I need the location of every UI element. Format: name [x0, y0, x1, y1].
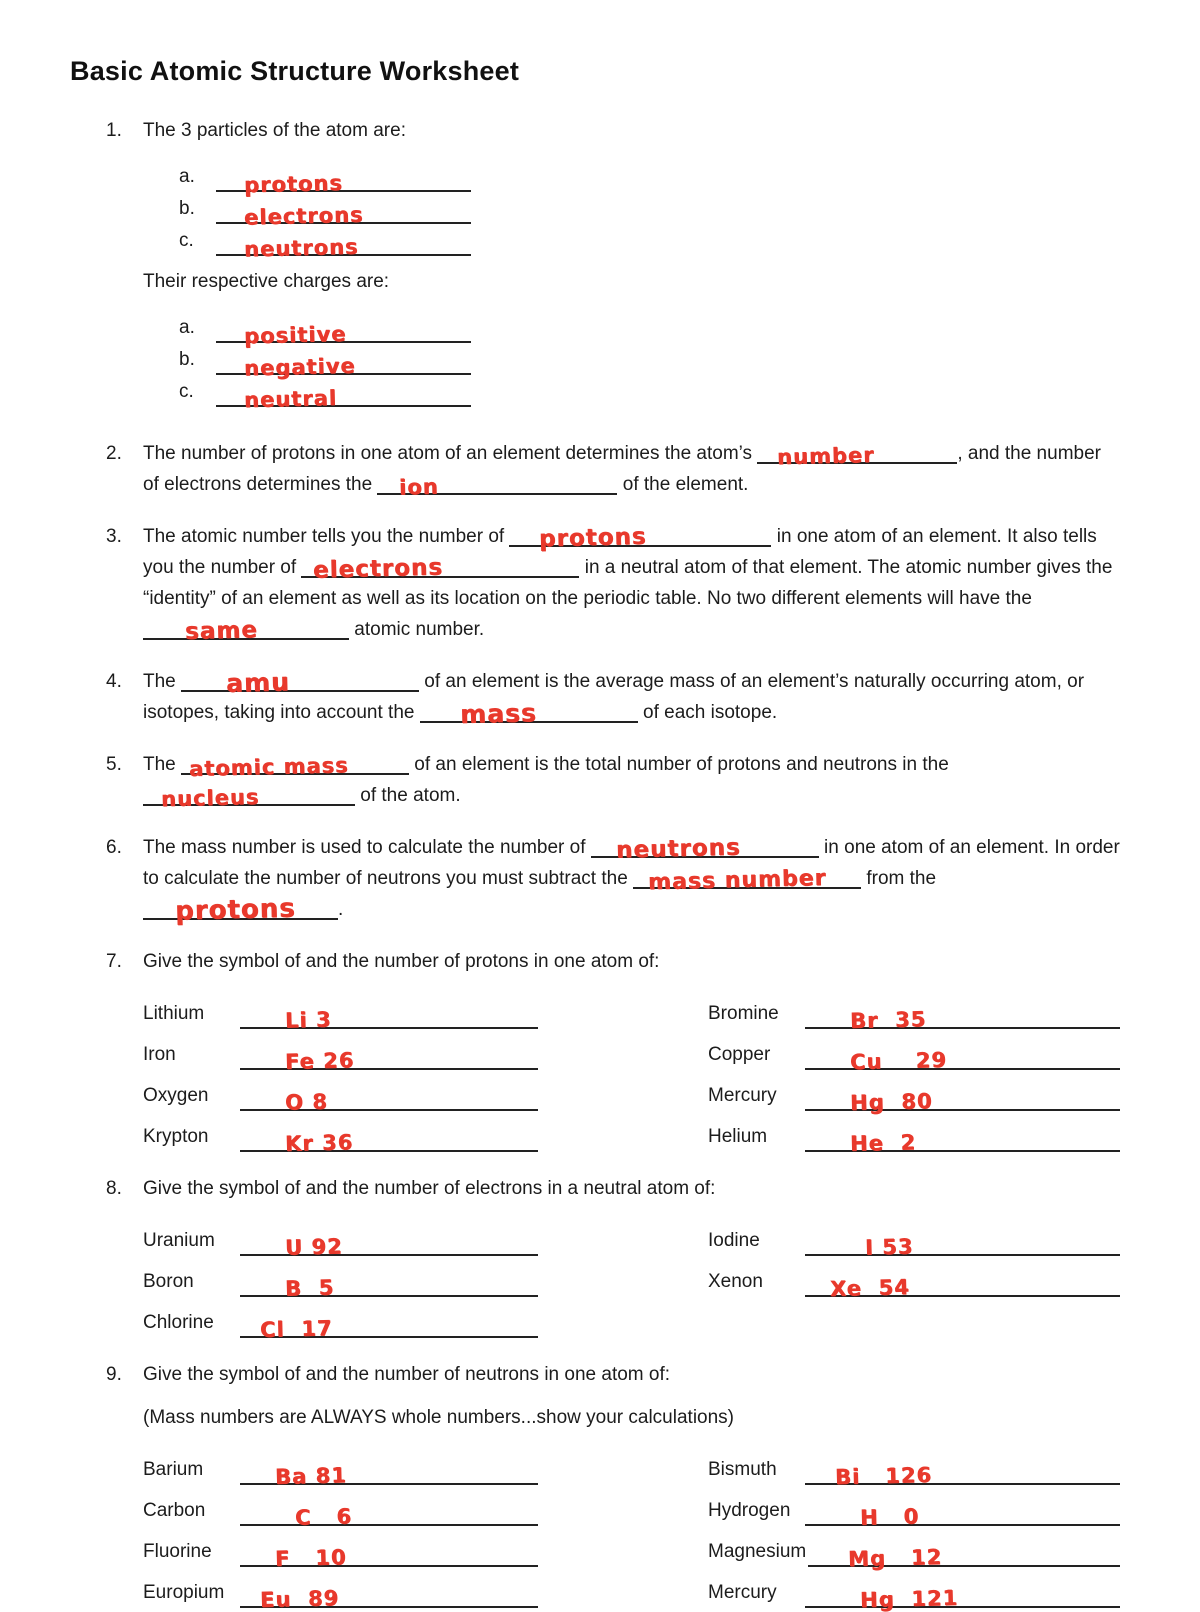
handwritten-answer: atomic mass [188, 753, 349, 781]
element-label: Xenon [708, 1271, 763, 1292]
element-row [143, 1526, 538, 1571]
question-1 [106, 115, 1120, 417]
sentence-fragment: in one atom of an element. In order to calculate the number of neutrons you must subtract the [143, 837, 1120, 889]
element-label: Oxygen [143, 1085, 209, 1106]
particles-answer-list [143, 160, 1120, 262]
sentence-fragment: of the atom. [355, 785, 461, 806]
question-body [143, 1359, 1120, 1612]
handwritten-answer: Kr 36 [284, 1130, 354, 1156]
answer-line [805, 1007, 1120, 1033]
item-label: b. [179, 349, 195, 370]
question-text: Give the symbol of and the number of neutrons in one atom of: [143, 1364, 671, 1385]
answer-row [143, 375, 1120, 413]
sentence-fragment: of each isotope. [637, 702, 778, 723]
element-label: Bismuth [708, 1459, 777, 1480]
element-label: Barium [143, 1459, 204, 1480]
handwritten-answer: electrons [313, 554, 444, 584]
question-body [143, 946, 1120, 1156]
element-label: Carbon [143, 1500, 206, 1521]
element-label: Europium [143, 1582, 225, 1603]
element-row [708, 1444, 1120, 1490]
element-label: Krypton [143, 1126, 209, 1147]
sentence-fragment: from the [861, 868, 937, 889]
answer-line [805, 1088, 1120, 1116]
answer-blank [757, 442, 957, 470]
element-row [708, 1215, 1120, 1260]
question-body [143, 521, 1120, 645]
handwritten-answer: nucleus [160, 784, 260, 812]
handwritten-answer: mass [459, 698, 537, 729]
handwritten-answer: O 8 [284, 1089, 329, 1115]
handwritten-answer: I 53 [864, 1234, 914, 1260]
question-text [143, 832, 1120, 925]
element-column-left [143, 988, 538, 1156]
question-text: Their respective charges are: [143, 271, 390, 292]
handwritten-answer: positive [243, 321, 347, 349]
question-note: (Mass numbers are ALWAYS whole numbers...show your calculations) [143, 1407, 734, 1428]
answer-blank [181, 753, 409, 781]
answer-line [240, 1089, 538, 1115]
answer-line [240, 1504, 538, 1530]
handwritten-answer: amu [225, 667, 291, 698]
sentence-fragment: The number of protons in one atom of an element determines the atom’s [143, 443, 758, 464]
handwritten-answer: Ba 81 [274, 1463, 347, 1489]
element-row [143, 1215, 538, 1260]
element-label: Mercury [708, 1582, 777, 1603]
handwritten-answer: C 6 [294, 1504, 353, 1530]
question-number: 3. [106, 526, 122, 547]
worksheet-title: Basic Atomic Structure Worksheet [70, 56, 520, 86]
question-5 [106, 749, 1120, 811]
sentence-fragment: in a neutral atom of that element. The atomic number gives the “identity” of an element as well as its location on the periodic table. No two different elements will have the [143, 557, 1113, 609]
question-body [143, 438, 1120, 500]
question-number: 1. [106, 120, 122, 141]
question-number: 6. [106, 837, 122, 858]
handwritten-answer: ion [399, 474, 440, 500]
question-body [143, 1173, 1120, 1342]
answer-blank [420, 698, 638, 729]
sentence-fragment: The atomic number tells you the number of [143, 526, 510, 547]
handwritten-answer: Fe 26 [284, 1048, 355, 1074]
handwritten-answer: Hg 121 [859, 1585, 959, 1612]
handwritten-answer: neutrons [243, 234, 359, 262]
element-column-right [708, 988, 1120, 1156]
answer-line [240, 1007, 538, 1033]
handwritten-answer: number [777, 442, 876, 470]
element-grid [143, 1444, 1120, 1612]
question-number: 8. [106, 1178, 122, 1199]
answer-line [805, 1504, 1120, 1530]
element-label: Boron [143, 1271, 194, 1292]
handwritten-answer: B 5 [284, 1275, 335, 1301]
question-8 [106, 1173, 1120, 1342]
handwritten-answer: Br 35 [849, 1007, 927, 1033]
element-row [708, 1111, 1120, 1156]
handwritten-answer: Hg 80 [849, 1088, 933, 1116]
handwritten-answer: neutral [243, 385, 338, 413]
question-body [143, 666, 1120, 728]
item-label: a. [179, 317, 195, 338]
handwritten-answer: Eu 89 [259, 1586, 340, 1612]
element-label: Magnesium [708, 1541, 807, 1562]
question-text: The 3 particles of the atom are: [143, 120, 406, 141]
answer-blank [301, 554, 579, 584]
question-body [143, 832, 1120, 925]
answer-blank [181, 667, 419, 698]
answer-line [805, 1462, 1120, 1490]
question-2 [106, 438, 1120, 500]
answer-line [805, 1275, 1120, 1301]
question-text: Give the symbol of and the number of protons in one atom of: [143, 951, 660, 972]
handwritten-answer: protons [174, 893, 296, 927]
answer-blank [143, 617, 349, 645]
element-column-right [708, 1215, 1120, 1338]
element-grid [143, 1215, 1120, 1342]
sentence-fragment: The [143, 754, 182, 775]
handwritten-answer: F 10 [274, 1545, 347, 1571]
element-label: Chlorine [143, 1312, 214, 1333]
element-label: Iron [143, 1044, 176, 1065]
answer-line [240, 1130, 538, 1156]
answer-blank [216, 234, 471, 262]
answer-blank [216, 202, 471, 230]
question-number: 5. [106, 754, 122, 775]
answer-line [805, 1047, 1120, 1075]
charges-answer-list [143, 311, 1120, 413]
answer-line [240, 1234, 538, 1260]
answer-line [805, 1130, 1120, 1156]
question-4 [106, 666, 1120, 728]
item-label: c. [179, 230, 194, 251]
handwritten-answer: protons [539, 523, 648, 553]
sentence-fragment: The [143, 671, 182, 692]
answer-row [143, 311, 1120, 349]
answer-line [240, 1463, 538, 1489]
question-text: Give the symbol of and the number of electrons in a neutral atom of: [143, 1178, 716, 1199]
element-column-left [143, 1444, 538, 1612]
element-row [143, 1256, 538, 1301]
question-text [143, 749, 1120, 811]
element-grid [143, 988, 1120, 1156]
answer-blank [143, 784, 355, 812]
element-row [708, 1256, 1120, 1301]
item-label: c. [179, 381, 194, 402]
answer-row [143, 224, 1120, 262]
element-column-left [143, 1215, 538, 1342]
handwritten-answer: neutrons [615, 834, 741, 864]
handwritten-answer: Cl 17 [259, 1316, 333, 1342]
sentence-fragment: in one atom of an element. It also tells you the number of [143, 526, 1097, 578]
element-row [143, 1111, 538, 1156]
element-row [143, 1029, 538, 1074]
sentence-fragment: of the element. [617, 474, 749, 495]
element-row [143, 1567, 538, 1612]
answer-line [240, 1586, 538, 1612]
question-number: 7. [106, 951, 122, 972]
element-row [708, 1070, 1120, 1116]
handwritten-answer: protons [243, 170, 344, 198]
sentence-fragment: , and the number of electrons determines the [143, 443, 1101, 495]
element-row [708, 1567, 1120, 1612]
handwritten-answer: H 0 [859, 1504, 920, 1530]
answer-blank [591, 834, 819, 864]
sentence-fragment: of an element is the total number of protons and neutrons in the [409, 754, 949, 775]
question-9 [106, 1359, 1120, 1612]
answer-line [808, 1544, 1120, 1572]
answer-blank [509, 523, 771, 553]
question-body [143, 749, 1120, 811]
element-row [143, 988, 538, 1033]
item-label: b. [179, 198, 195, 219]
sentence-fragment: of an element is the average mass of an element’s naturally occurring atom, or isotopes, taking into account the [143, 671, 1085, 723]
answer-line [240, 1275, 538, 1301]
answer-line [240, 1316, 538, 1342]
question-3 [106, 521, 1120, 645]
handwritten-answer: mass number [647, 865, 827, 896]
handwritten-answer: electrons [243, 202, 364, 230]
question-7 [106, 946, 1120, 1156]
answer-blank [216, 353, 471, 381]
question-number: 2. [106, 443, 122, 464]
element-row [143, 1444, 538, 1489]
sentence-fragment: The mass number is used to calculate the number of [143, 837, 591, 858]
handwritten-answer: Mg 12 [847, 1544, 943, 1572]
element-label: Iodine [708, 1230, 760, 1251]
answer-blank [216, 385, 471, 413]
element-label: Hydrogen [708, 1500, 791, 1521]
handwritten-answer: Bi 126 [834, 1462, 933, 1490]
answer-row [143, 343, 1120, 381]
element-label: Fluorine [143, 1541, 212, 1562]
element-row [708, 1485, 1120, 1530]
answer-blank [216, 321, 471, 349]
question-body [143, 115, 1120, 417]
answer-blank [143, 893, 338, 927]
element-label: Copper [708, 1044, 771, 1065]
question-6 [106, 832, 1120, 925]
answer-row [143, 160, 1120, 198]
handwritten-answer: negative [243, 353, 356, 381]
answer-line [805, 1585, 1120, 1612]
question-text [143, 666, 1120, 728]
answer-blank [377, 473, 617, 500]
answer-blank [216, 170, 471, 198]
answer-line [240, 1048, 538, 1074]
sentence-fragment: atomic number. [349, 619, 485, 640]
question-number: 9. [106, 1364, 122, 1385]
question-text [143, 438, 1120, 500]
item-label: a. [179, 166, 195, 187]
element-label: Mercury [708, 1085, 777, 1106]
handwritten-answer: U 92 [284, 1234, 343, 1260]
handwritten-answer: Li 3 [284, 1007, 332, 1033]
element-row [143, 1070, 538, 1115]
element-row [708, 1029, 1120, 1075]
handwritten-answer: Xe 54 [829, 1275, 910, 1301]
element-label: Uranium [143, 1230, 215, 1251]
question-text [143, 521, 1120, 645]
handwritten-answer: He 2 [849, 1130, 917, 1156]
handwritten-answer: same [184, 617, 259, 645]
sentence-fragment: . [338, 899, 344, 920]
element-row [143, 1485, 538, 1530]
element-label: Helium [708, 1126, 768, 1147]
answer-line [240, 1545, 538, 1571]
element-column-right [708, 1444, 1120, 1612]
element-row [708, 988, 1120, 1033]
element-label: Lithium [143, 1003, 205, 1024]
question-number: 4. [106, 671, 122, 692]
answer-blank [633, 865, 861, 896]
answer-row [143, 192, 1120, 230]
answer-line [805, 1234, 1120, 1260]
handwritten-answer: Cu 29 [849, 1047, 948, 1075]
element-row [143, 1297, 538, 1342]
element-row [708, 1526, 1120, 1572]
element-label: Bromine [708, 1003, 779, 1024]
